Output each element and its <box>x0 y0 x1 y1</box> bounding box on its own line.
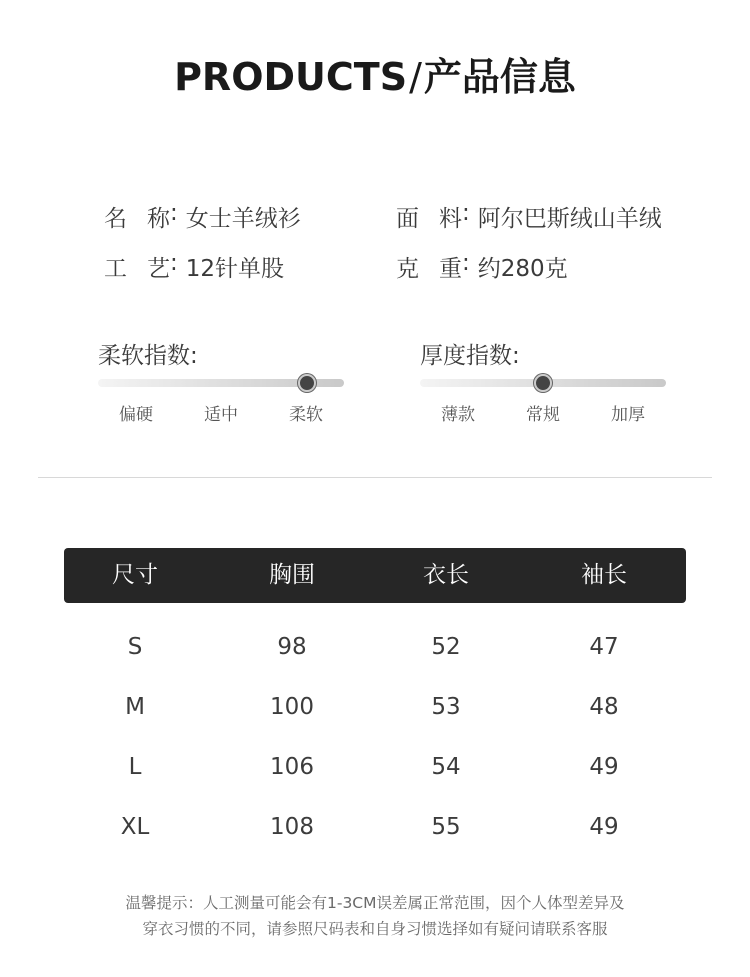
thickness-knob <box>534 374 552 392</box>
softness-tick: 偏硬 <box>119 405 153 425</box>
thickness-tick: 薄款 <box>441 405 475 425</box>
header-length: 衣长 <box>423 562 469 588</box>
title-separator: / <box>409 55 422 99</box>
cell-chest: 106 <box>270 754 314 780</box>
softness-slider <box>98 379 344 387</box>
cell-sleeve: 49 <box>589 814 619 840</box>
info-craft: 工艺 : 12针单股 <box>104 250 285 282</box>
title-english: PRODUCTS <box>174 55 408 99</box>
info-label: 克重 <box>396 256 462 282</box>
thickness-tick: 常规 <box>526 405 560 425</box>
cell-length: 54 <box>431 754 461 780</box>
note-line-1: 温馨提示：人工测量可能会有1-3CM误差属正常范围，因个人体型差异及 <box>125 894 625 912</box>
info-label: 面料 <box>396 206 462 232</box>
info-value: 约280克 <box>477 256 568 282</box>
cell-sleeve: 49 <box>589 754 619 780</box>
size-table-header <box>64 548 686 603</box>
cell-chest: 98 <box>277 634 307 660</box>
thickness-tick: 加厚 <box>611 405 645 425</box>
thickness-slider <box>420 379 666 387</box>
info-label: 工艺 <box>104 256 170 282</box>
info-value: 12针单股 <box>185 256 285 282</box>
header-size: 尺寸 <box>112 562 158 588</box>
section-divider <box>38 477 712 478</box>
cell-length: 55 <box>431 814 461 840</box>
cell-size: XL <box>120 814 150 840</box>
softness-tick: 适中 <box>204 405 238 425</box>
title-chinese: 产品信息 <box>423 55 576 99</box>
cell-length: 52 <box>431 634 461 660</box>
softness-label: 柔软指数: <box>98 343 198 369</box>
page-title <box>0 46 750 101</box>
info-fabric: 面料 : 阿尔巴斯绒山羊绒 <box>396 200 662 232</box>
softness-knob <box>298 374 316 392</box>
cell-sleeve: 47 <box>589 634 619 660</box>
softness-tick: 柔软 <box>289 405 323 425</box>
thickness-label: 厚度指数: <box>420 343 520 369</box>
note-line-2: 穿衣习惯的不同，请参照尺码表和自身习惯选择如有疑问请联系客服 <box>142 920 608 938</box>
info-value: 阿尔巴斯绒山羊绒 <box>477 206 662 232</box>
cell-length: 53 <box>431 694 461 720</box>
cell-size: M <box>125 694 145 720</box>
cell-size: S <box>127 634 143 660</box>
cell-size: L <box>128 754 142 780</box>
header-sleeve: 袖长 <box>581 562 627 588</box>
header-chest: 胸围 <box>269 562 315 588</box>
cell-chest: 100 <box>270 694 314 720</box>
cell-sleeve: 48 <box>589 694 619 720</box>
info-label: 名称 <box>104 206 170 232</box>
info-weight: 克重 : 约280克 <box>396 250 568 282</box>
cell-chest: 108 <box>270 814 314 840</box>
info-name: 名称 : 女士羊绒衫 <box>104 200 301 232</box>
info-value: 女士羊绒衫 <box>185 206 301 232</box>
